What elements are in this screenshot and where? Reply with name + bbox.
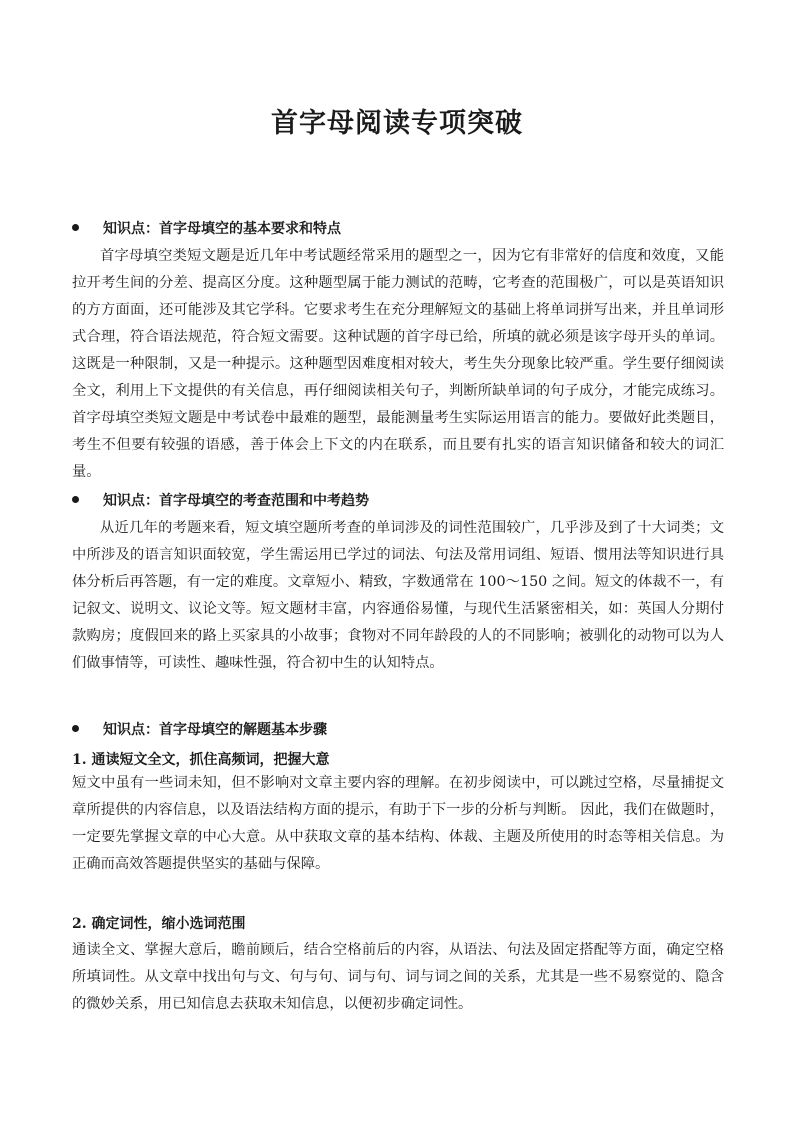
step1-body: 短文中虽有一些词未知，但不影响对文章主要内容的理解。在初步阅读中，可以跳过空格，尽量捕捉文章所提供的内容信息，以及语法结构方面的提示，有助于下一步的分析与判断。 因此，我们在做题时，一定要先掌握文章的中心大意。从中获取文章的基本结构、体裁、主题及所使用的时态等相关信息。为正确而高效答题提供坚实的基础与保障。 [72,775,724,872]
section-heading-scope [72,490,369,512]
step2-heading: 2. 确定词性，缩小选词范围 [72,916,246,932]
section-heading-text: 知识点：首字母填空的基本要求和特点 [103,221,341,237]
section-heading-text: 知识点：首字母填空的解题基本步骤 [103,722,327,738]
page-title: 首字母阅读专项突破 [271,108,523,139]
bullet-icon [72,725,79,732]
step1-heading: 1. 通读短文全文，抓住高频词，把握大意 [72,752,330,768]
section-body-scope: 从近几年的考题来看，短文填空题所考查的单词涉及的词性范围较广，几乎涉及到了十大词类；文中所涉及的语言知识面较宽，学生需运用已学过的词法、句法及常用词组、短语、惯用法等知识进行具体分析后再答题，有一定的难度。文章短小、精致，字数通常在 100～150 之间。短文的体裁不一，有记叙文、说明文、议论文等。短文题材丰富，内容通俗易懂，与现代生活紧密相关，如：英国人分期付款购房；度假回来的路上买家具的小故事；食物对不同年龄段的人的不同影响；被驯化的动物可以为人们做事情等，可读性、趣味性强，符合初中生的认知特点。 [72,520,724,671]
section-heading-steps [72,719,327,741]
section-body-requirements: 首字母填空类短文题是近几年中考试题经常采用的题型之一，因为它有非常好的信度和效度，又能拉开考生间的分差、提高区分度。这种题型属于能力测试的范畴，它考查的范围极广，可以是英语知识的方方面面，还可能涉及其它学科。它要求考生在充分理解短文的基础上将单词拼写出来，并且单词形式合理，符合语法规范，符合短文需要。这种试题的首字母已给，所填的就必须是该字母开头的单词。这既是一种限制，又是一种提示。这种题型因难度相对较大，考生失分现象比较严重。学生要仔细阅读全文，利用上下文提供的有关信息，再仔细阅读相关句子，判断所缺单词的句子成分，才能完成练习。首字母填空类短文题是中考试卷中最难的题型，最能测量考生实际运用语言的能力。要做好此类题目，考生不但要有较强的语感，善于体会上下文的内在联系，而且要有扎实的语言知识储备和较大的词汇量。 [72,248,724,480]
bullet-icon [72,496,79,503]
bullet-icon [72,224,79,231]
step2-body: 通读全文、掌握大意后，瞻前顾后，结合空格前后的内容，从语法、句法及固定搭配等方面，确定空格所填词性。从文章中找出句与文、句与句、词与句、词与词之间的关系，尤其是一些不易察觉的、隐含的微妙关系，用已知信息去获取未知信息，以便初步确定词性。 [72,942,724,1012]
section-heading-text: 知识点：首字母填空的考查范围和中考趋势 [103,493,369,509]
section-heading-requirements [72,218,341,240]
